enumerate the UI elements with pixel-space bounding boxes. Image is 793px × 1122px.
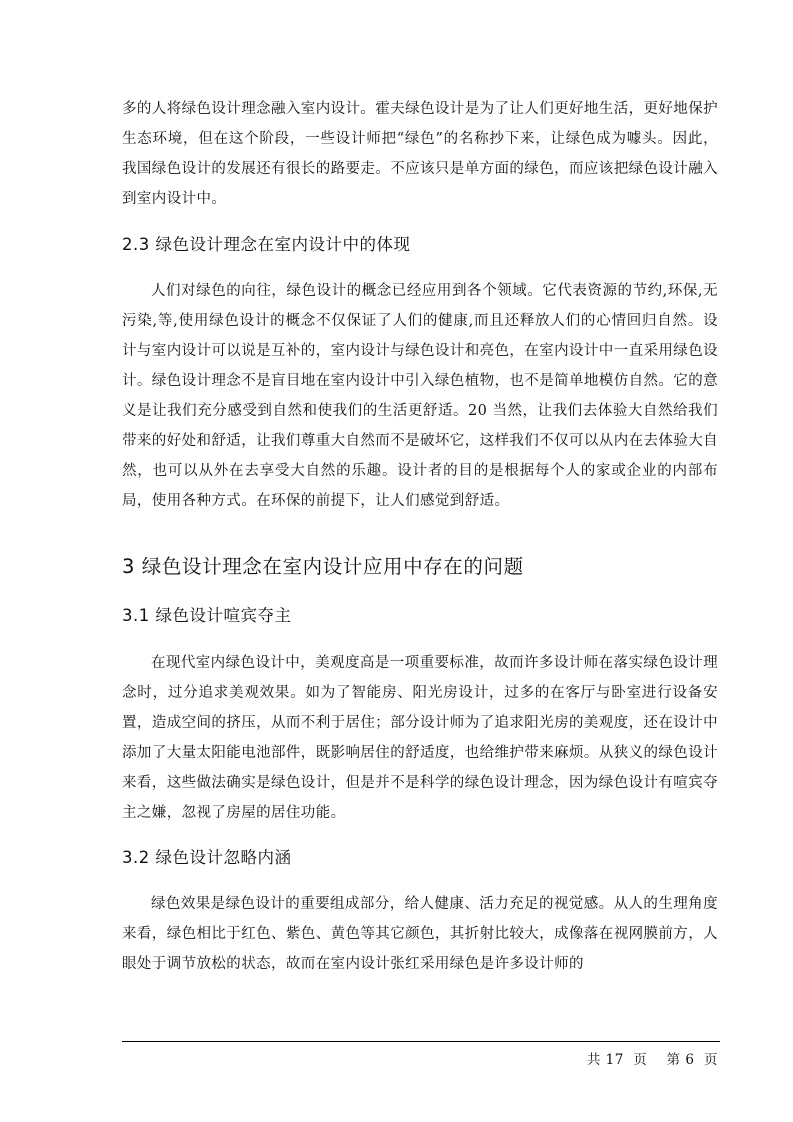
paragraph-3-1: 在现代室内绿色设计中，美观度高是一项重要标准，故而许多设计师在落实绿色设计理念时，过分追求美观效果。如为了智能房、阳光房设计，过多的在客厅与卧室进行设备安置，造成空间的挤压，从而不利于居住；部分设计师为了追求阳光房的美观度，还在设计中添加了大量太阳能电池部件，既影响居住的舒适度，也给维护带来麻烦。从狭义的绿色设计来看，这些做法确实是绿色设计，但是并不是科学的绿色设计理念，因为绿色设计有喧宾夺主之嫌，忽视了房屋的居住功能。 [122,655,718,821]
paragraph-2-3: 人们对绿色的向往，绿色设计的概念已经应用到各个领域。它代表资源的节约,环保,无污染,等,使用绿色设计的概念不仅保证了人们的健康,而且还释放人们的心情回归自然。设计与室内设计可以说是互补的，室内设计与绿色设计和亮色，在室内设计中一直采用绿色设计。绿色设计理念不是盲目地在室内设计中引入绿色植物，也不是简单地模仿自然。它的意义是让我们充分感受到自然和使我们的生活更舒适。20 当然，让我们去体验大自然给我们带来的好处和舒适，让我们尊重大自然而不是破坏它，这样我们不仅可以从内在去体验大自然，也可以从外在去享受大自然的乐趣。设计者的目的是根据每个人的家或企业的内部布局，使用各种方式。在环保的前提下，让人们感觉到舒适。 [122,283,718,509]
heading-3-1: 3.1 绿色设计喧宾夺主 [122,606,292,625]
heading-3-2: 3.2 绿色设计忽略内涵 [122,848,292,867]
footer-divider [122,1041,720,1042]
page-number: 共 17 页 第 6 页 [586,1052,718,1068]
paragraph-3-2: 绿色效果是绿色设计的重要组成部分，给人健康、活力充足的视觉感。从人的生理角度来看，绿色相比于红色、紫色、黄色等其它颜色，其折射比较大，成像落在视网膜前方，人眼处于调节放松的状态，故而在室内设计张红采用绿色是许多设计师的 [122,896,718,972]
paragraph-intro: 多的人将绿色设计理念融入室内设计。霍夫绿色设计是为了让人们更好地生活，更好地保护生态环境，但在这个阶段，一些设计师把“绿色”的名称抄下来，让绿色成为噱头。因此，我国绿色设计的发展还有很长的路要走。不应该只是单方面的绿色，而应该把绿色设计融入到室内设计中。 [122,101,718,207]
heading-3: 3 绿色设计理念在室内设计应用中存在的问题 [122,555,524,578]
heading-2-3: 2.3 绿色设计理念在室内设计中的体现 [122,235,411,254]
document-body [122,0,718,979]
